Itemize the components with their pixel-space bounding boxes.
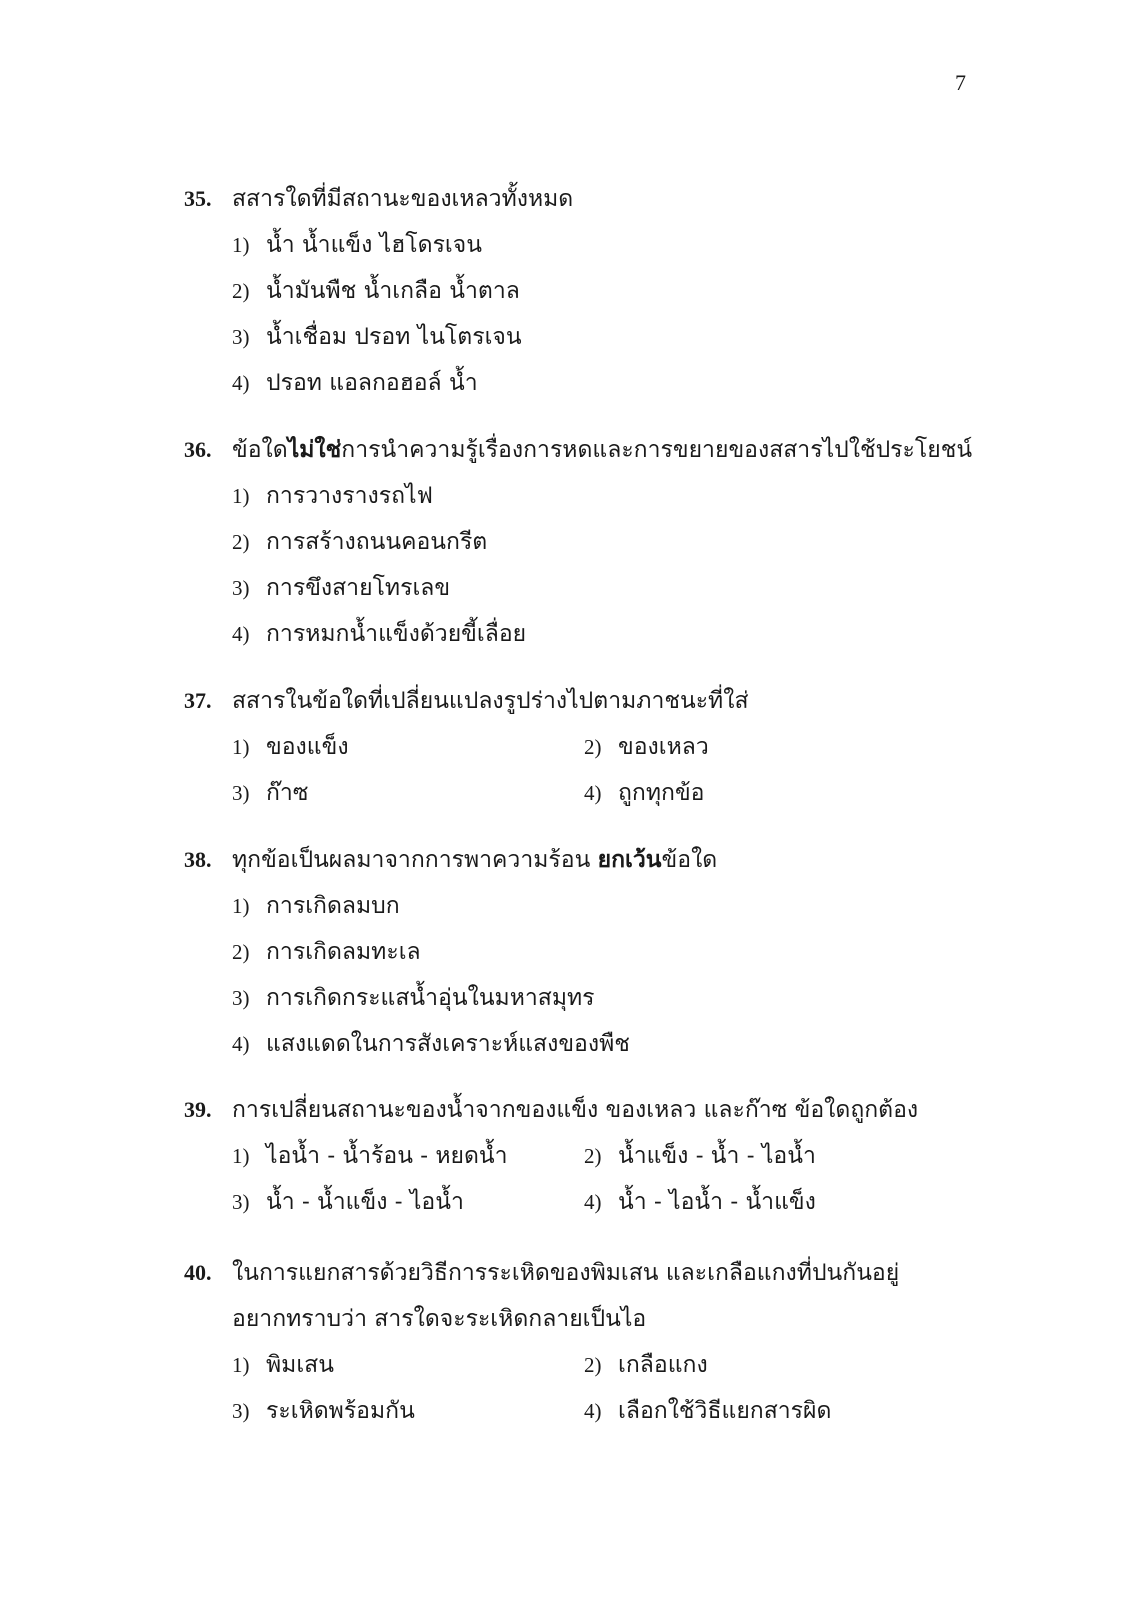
option-number: 2) (232, 279, 250, 303)
option-number: 1) (232, 484, 250, 508)
option-number: 1) (232, 1353, 250, 1377)
question-35 (184, 176, 1064, 406)
option-2[interactable] (232, 929, 1064, 975)
option-1[interactable] (232, 1342, 584, 1388)
option-text: เกลือแกง (618, 1352, 708, 1378)
option-number: 1) (232, 233, 250, 257)
question-number: 37. (184, 688, 212, 713)
option-text: ปรอท แอลกอฮอล์ น้ำ (266, 370, 478, 396)
option-number: 1) (232, 894, 250, 918)
question-38 (184, 837, 1064, 1067)
option-text: การวางรางรถไฟ (266, 483, 433, 509)
option-number: 4) (232, 622, 250, 646)
option-number: 4) (232, 371, 250, 395)
option-number: 3) (232, 325, 250, 349)
option-number: 3) (232, 986, 250, 1010)
question-number: 40. (184, 1260, 212, 1285)
options-grid (184, 1133, 1064, 1225)
option-2[interactable] (584, 724, 984, 770)
option-number: 1) (232, 735, 250, 759)
question-text-after: ข้อใด (661, 847, 718, 873)
option-text: การขึงสายโทรเลข (266, 575, 451, 601)
option-number: 2) (232, 940, 250, 964)
option-text: การเกิดลมทะเล (266, 939, 421, 965)
option-3[interactable] (232, 314, 1064, 360)
option-text: ของแข็ง (266, 734, 349, 760)
option-1[interactable] (232, 1133, 584, 1179)
option-1[interactable] (232, 473, 1064, 519)
option-number: 2) (232, 530, 250, 554)
option-4[interactable] (584, 770, 984, 816)
option-text: เลือกใช้วิธีแยกสารผิด (618, 1398, 832, 1424)
option-number: 2) (584, 1144, 602, 1168)
options-list (184, 473, 1064, 657)
question-stem (184, 837, 1064, 883)
option-2[interactable] (584, 1133, 984, 1179)
option-text: น้ำเชื่อม ปรอท ไนโตรเจน (266, 324, 522, 350)
option-text: น้ำ - ไอน้ำ - น้ำแข็ง (618, 1189, 816, 1215)
option-text: ระเหิดพร้อมกัน (266, 1398, 415, 1424)
option-text: การสร้างถนนคอนกรีต (266, 529, 488, 555)
question-39 (184, 1087, 1064, 1225)
option-number: 4) (232, 1032, 250, 1056)
option-number: 3) (232, 1399, 250, 1423)
option-text: ถูกทุกข้อ (618, 780, 705, 806)
option-text: แสงแดดในการสังเคราะห์แสงของพืช (266, 1031, 630, 1057)
option-text: การเกิดกระแสน้ำอุ่นในมหาสมุทร (266, 985, 595, 1011)
question-text-continued: อยากทราบว่า สารใดจะระเหิดกลายเป็นไอ (232, 1306, 647, 1332)
option-text: น้ำ น้ำแข็ง ไฮโดรเจน (266, 232, 482, 258)
question-40 (184, 1250, 1064, 1434)
question-number: 38. (184, 847, 212, 872)
option-number: 2) (584, 1353, 602, 1377)
question-stem (184, 1087, 1064, 1133)
option-number: 3) (232, 781, 250, 805)
question-text: ข้อใด (232, 437, 288, 463)
question-text-after: การนำความรู้เรื่องการหดและการขยายของสสารไปใช้ประโยชน์ (341, 437, 973, 463)
question-stem (184, 1250, 1064, 1296)
option-number: 2) (584, 735, 602, 759)
option-2[interactable] (232, 519, 1064, 565)
option-4[interactable] (584, 1179, 984, 1225)
option-text: ไอน้ำ - น้ำร้อน - หยดน้ำ (266, 1143, 508, 1169)
question-emphasis: ยกเว้น (597, 846, 662, 873)
question-number: 39. (184, 1097, 212, 1122)
option-3[interactable] (232, 565, 1064, 611)
option-4[interactable] (584, 1388, 984, 1434)
option-1[interactable] (232, 724, 584, 770)
option-text: ของเหลว (618, 734, 709, 760)
option-number: 3) (232, 576, 250, 600)
options-list (184, 222, 1064, 406)
question-stem (184, 176, 1064, 222)
option-4[interactable] (232, 1021, 1064, 1067)
option-text: น้ำแข็ง - น้ำ - ไอน้ำ (618, 1143, 816, 1169)
question-37 (184, 678, 1064, 816)
question-text: สสารใดที่มีสถานะของเหลวทั้งหมด (232, 186, 574, 212)
question-text: สสารในข้อใดที่เปลี่ยนแปลงรูปร่างไปตามภาชนะที่ใส่ (232, 688, 749, 714)
option-4[interactable] (232, 611, 1064, 657)
option-text: พิมเสน (266, 1352, 334, 1378)
option-4[interactable] (232, 360, 1064, 406)
question-emphasis: ไม่ใช่ (287, 436, 342, 463)
option-1[interactable] (232, 883, 1064, 929)
option-number: 1) (232, 1144, 250, 1168)
question-number: 36. (184, 437, 212, 462)
option-number: 3) (232, 1190, 250, 1214)
options-grid (184, 724, 1064, 816)
question-text: การเปลี่ยนสถานะของน้ำจากของแข็ง ของเหลว และก๊าซ ข้อใดถูกต้อง (232, 1097, 919, 1123)
options-grid (184, 1342, 1064, 1434)
option-1[interactable] (232, 222, 1064, 268)
option-2[interactable] (584, 1342, 984, 1388)
option-3[interactable] (232, 1388, 584, 1434)
option-text: ก๊าซ (266, 780, 309, 806)
question-text: ทุกข้อเป็นผลมาจากการพาความร้อน (232, 847, 598, 873)
option-3[interactable] (232, 1179, 584, 1225)
option-number: 4) (584, 781, 602, 805)
question-stem (184, 427, 1064, 473)
option-3[interactable] (232, 975, 1064, 1021)
question-number: 35. (184, 186, 212, 211)
option-number: 4) (584, 1190, 602, 1214)
option-2[interactable] (232, 268, 1064, 314)
option-text: การเกิดลมบก (266, 893, 400, 919)
page-number: 7 (955, 70, 966, 95)
question-stem (184, 678, 1064, 724)
option-text: การหมกน้ำแข็งด้วยขี้เลื่อย (266, 621, 527, 647)
question-36 (184, 427, 1064, 657)
options-list (184, 883, 1064, 1067)
question-text: ในการแยกสารด้วยวิธีการระเหิดของพิมเสน และเกลือแกงที่ปนกันอยู่ (232, 1260, 900, 1286)
option-number: 4) (584, 1399, 602, 1423)
option-3[interactable] (232, 770, 584, 816)
option-text: น้ำมันพืช น้ำเกลือ น้ำตาล (266, 278, 520, 304)
option-text: น้ำ - น้ำแข็ง - ไอน้ำ (266, 1189, 464, 1215)
